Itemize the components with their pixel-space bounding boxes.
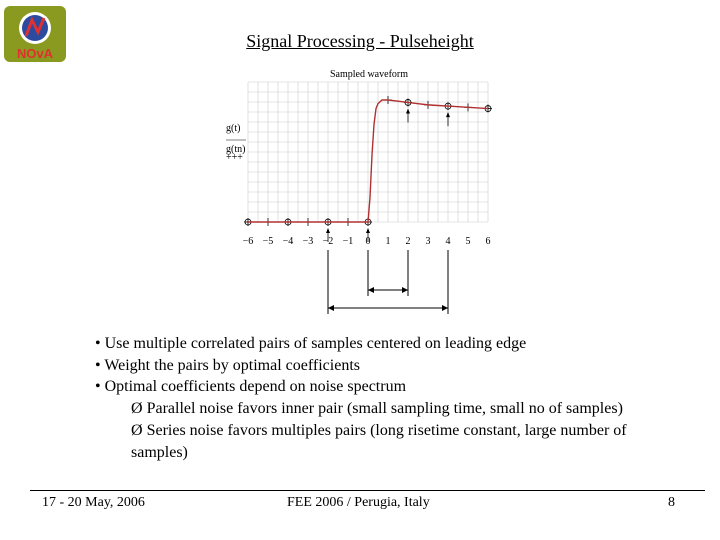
chart-y-labels	[226, 123, 246, 163]
y-label: g(t)	[226, 123, 241, 134]
x-tick-label: −5	[262, 236, 274, 247]
x-tick-label: −3	[302, 236, 314, 247]
x-tick-label: 5	[465, 236, 471, 247]
bracket-arrow	[442, 305, 448, 311]
sample-arrow-head	[366, 228, 370, 233]
bullet-list	[95, 333, 655, 463]
y-label: g(tn)	[226, 144, 246, 155]
chart-title: Sampled waveform	[329, 69, 409, 80]
x-tick-label: 2	[405, 236, 411, 247]
bullet-marker: •	[95, 335, 105, 352]
logo-text: NOvA	[16, 46, 54, 61]
footer-divider	[30, 490, 705, 491]
bullet-item	[95, 355, 655, 377]
chart-brackets	[328, 250, 448, 314]
sample-arrow-head	[326, 228, 330, 233]
sample-arrow-head	[406, 108, 410, 113]
x-tick-label: −4	[282, 236, 294, 247]
x-tick-label: 1	[385, 236, 391, 247]
slide-title: Signal Processing - Pulseheight	[246, 31, 474, 51]
chart-x-ticks	[243, 236, 491, 247]
bracket-arrow	[328, 305, 334, 311]
x-tick-label: 6	[485, 236, 491, 247]
bullet-marker: Ø	[131, 400, 147, 418]
x-tick-label: −2	[322, 236, 334, 247]
x-tick-label: −1	[342, 236, 354, 247]
bullet-marker: Ø	[131, 421, 147, 439]
bullet-marker: •	[95, 356, 105, 374]
bracket-arrow	[402, 287, 408, 293]
bullet-marker: •	[95, 378, 105, 396]
sub-bullet-item	[95, 420, 655, 463]
bracket-arrow	[368, 287, 374, 293]
x-tick-label: 3	[425, 236, 431, 247]
y-label: +++	[226, 152, 243, 163]
chart-grid	[248, 82, 488, 222]
bullet-item	[95, 333, 655, 355]
x-tick-label: −6	[242, 236, 254, 247]
bullet-text: Parallel noise favors inner pair (small sampling time, small no of samples)	[146, 400, 623, 418]
bullet-text: Weight the pairs by optimal coefficients	[104, 356, 360, 374]
page-number: 8	[668, 495, 675, 510]
bullet-text: Use multiple correlated pairs of samples centered on leading edge	[104, 335, 527, 352]
x-tick-label: 4	[445, 236, 451, 247]
bullet-text: Series noise favors multiples pairs (long risetime constant, large number of samples)	[131, 421, 627, 461]
x-tick-label: 0	[365, 236, 371, 247]
footer-date: 17 - 20 May, 2006	[42, 495, 145, 510]
footer-venue: FEE 2006 / Perugia, Italy	[287, 495, 430, 510]
bullet-item	[95, 376, 655, 398]
sample-arrow-head	[446, 112, 450, 117]
bullet-text: Optimal coefficients depend on noise spectrum	[104, 378, 407, 396]
sub-bullet-item	[95, 398, 655, 420]
